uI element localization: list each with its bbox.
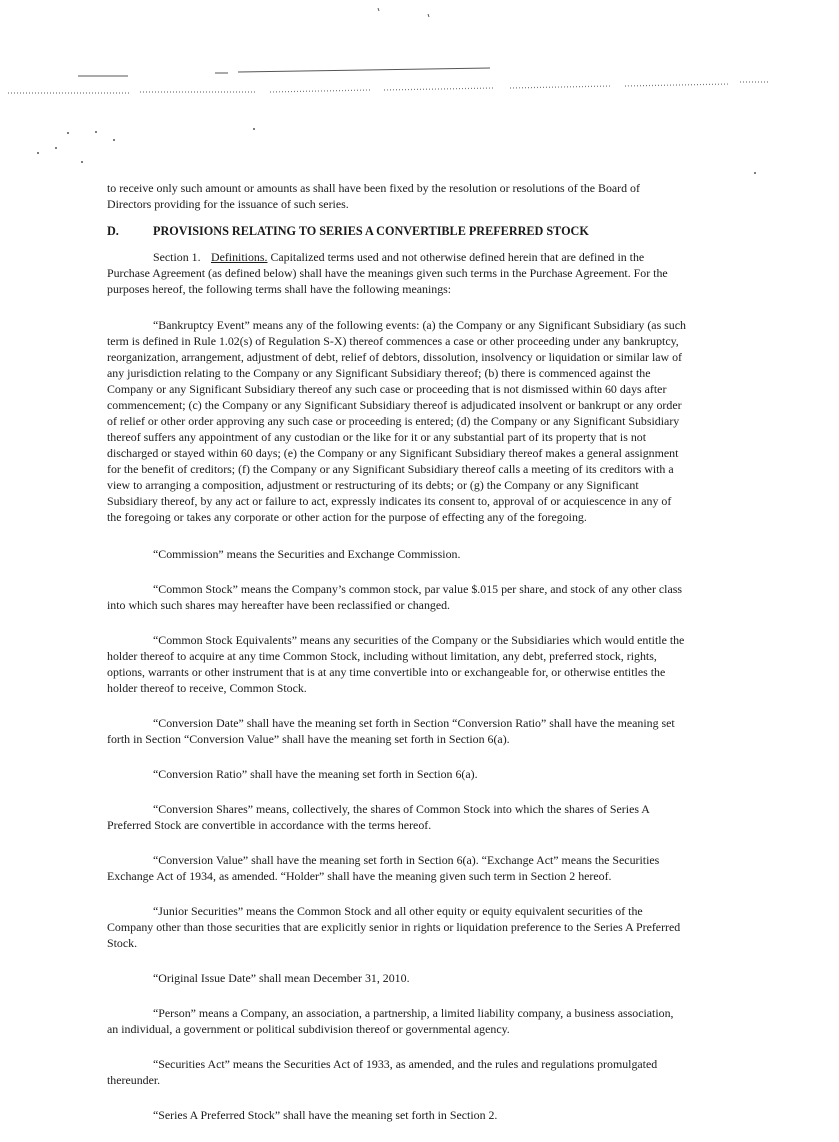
document-page [107,180,687,1142]
definition-series-a-preferred-stock: “Series A Preferred Stock” shall have the meaning set forth in Section 2. [153,1108,498,1122]
definition-bankruptcy-event: “Bankruptcy Event” means any of the following events: (a) the Company or any Significant Subsidiary (as such term is defined in Rule 1.02(s) of Regulation S-X) thereof commences a case or other proceeding under any bankruptcy, reorganization, arrangement, adjustment of debt, relief of debtors, dissolution, insolvency or liquidation or similar law of any jurisdiction relating to the Company or any Significant Subsidiary thereof; (b) there is commenced against the Company or any Significant Subsidiary thereof any such case or proceeding that is not dismissed within 60 days after commencement; (c) the Company or any Significant Subsidiary thereof is adjudicated insolvent or bankrupt or any order of relief or other order approving any such case or proceeding is entered; (d) the Company or any Significant Subsidiary thereof suffers any appointment of any custodian or the like for it or any substantial part of its property that is not discharged or stayed within 60 days; (e) the Company or any Significant Subsidiary thereof makes a general assignment for the benefit of creditors; (f) the Company or any Significant Subsidiary thereof calls a meeting of its creditors with a view to arranging a composition, adjustment or restructuring of its debts; or (g) the Company or any Significant Subsidiary thereof, by any act or failure to act, expressly indicates its consent to, approval of or acquiescence in any of the foregoing or takes any corporate or other action for the purpose of effecting any of the foregoing. [107,318,686,524]
scan-noise-header [0,0,839,200]
definition-conversion-shares: “Conversion Shares” means, collectively, the shares of Common Stock into which the shares of Series A Preferred Stock are convertible in accordance with the terms hereof. [107,802,650,832]
intro-paragraph: to receive only such amount or amounts as shall have been fixed by the resolution or resolutions of the Board of Directors providing for the issuance of such series. [107,181,640,211]
section-1-text: Capitalized terms used and not otherwise defined herein that are defined in the Purchase Agreement (as defined below) shall have the meanings given such terms in the Purchase Agreement. For the purposes hereof, the following terms shall have the following meanings: [107,250,668,296]
definition-conversion-value: “Conversion Value” shall have the meaning set forth in Section 6(a). “Exchange Act” means the Securities Exchange Act of 1934, as amended. “Holder” shall have the meaning given such term in Section 2 hereof. [107,853,660,883]
definition-conversion-ratio: “Conversion Ratio” shall have the meaning set forth in Section 6(a). [153,767,478,781]
definition-common-stock-equivalents: “Common Stock Equivalents” means any securities of the Company or the Subsidiaries which would entitle the holder thereof to acquire at any time Common Stock, including without limitation, any debt, preferred stock, rights, options, warrants or other instrument that is at any time convertible into or exchangeable for, or otherwise entitles the holder thereof to receive, Common Stock. [107,633,685,695]
section-1-paragraph [107,249,687,297]
section-letter: D. [107,224,119,238]
section-heading [107,223,687,239]
section-1-number: Section 1. [153,250,201,264]
section-title: PROVISIONS RELATING TO SERIES A CONVERTIBLE PREFERRED STOCK [153,224,589,238]
definition-person: “Person” means a Company, an association, a partnership, a limited liability company, a business association, an individual, a government or political subdivision thereof or governmental agency. [107,1006,674,1036]
definition-junior-securities: “Junior Securities” means the Common Stock and all other equity or equity equivalent securities of the Company other than those securities that are explicitly senior in rights or liquidation preference to the Series A Preferred Stock. [107,904,681,950]
definition-original-issue-date: “Original Issue Date” shall mean December 31, 2010. [153,971,410,985]
section-1-heading: Definitions. [210,250,268,264]
definition-conversion-date: “Conversion Date” shall have the meaning set forth in Section “Conversion Ratio” shall have the meaning set forth in Section “Conversion Value” shall have the meaning set forth in Section 6(a). [107,716,675,746]
definition-commission: “Commission” means the Securities and Exchange Commission. [153,547,461,561]
definition-securities-act: “Securities Act” means the Securities Act of 1933, as amended, and the rules and regulations promulgated thereunder. [107,1057,658,1087]
definition-common-stock: “Common Stock” means the Company’s common stock, par value $.015 per share, and stock of any other class into which such shares may hereafter have been reclassified or changed. [107,582,683,612]
